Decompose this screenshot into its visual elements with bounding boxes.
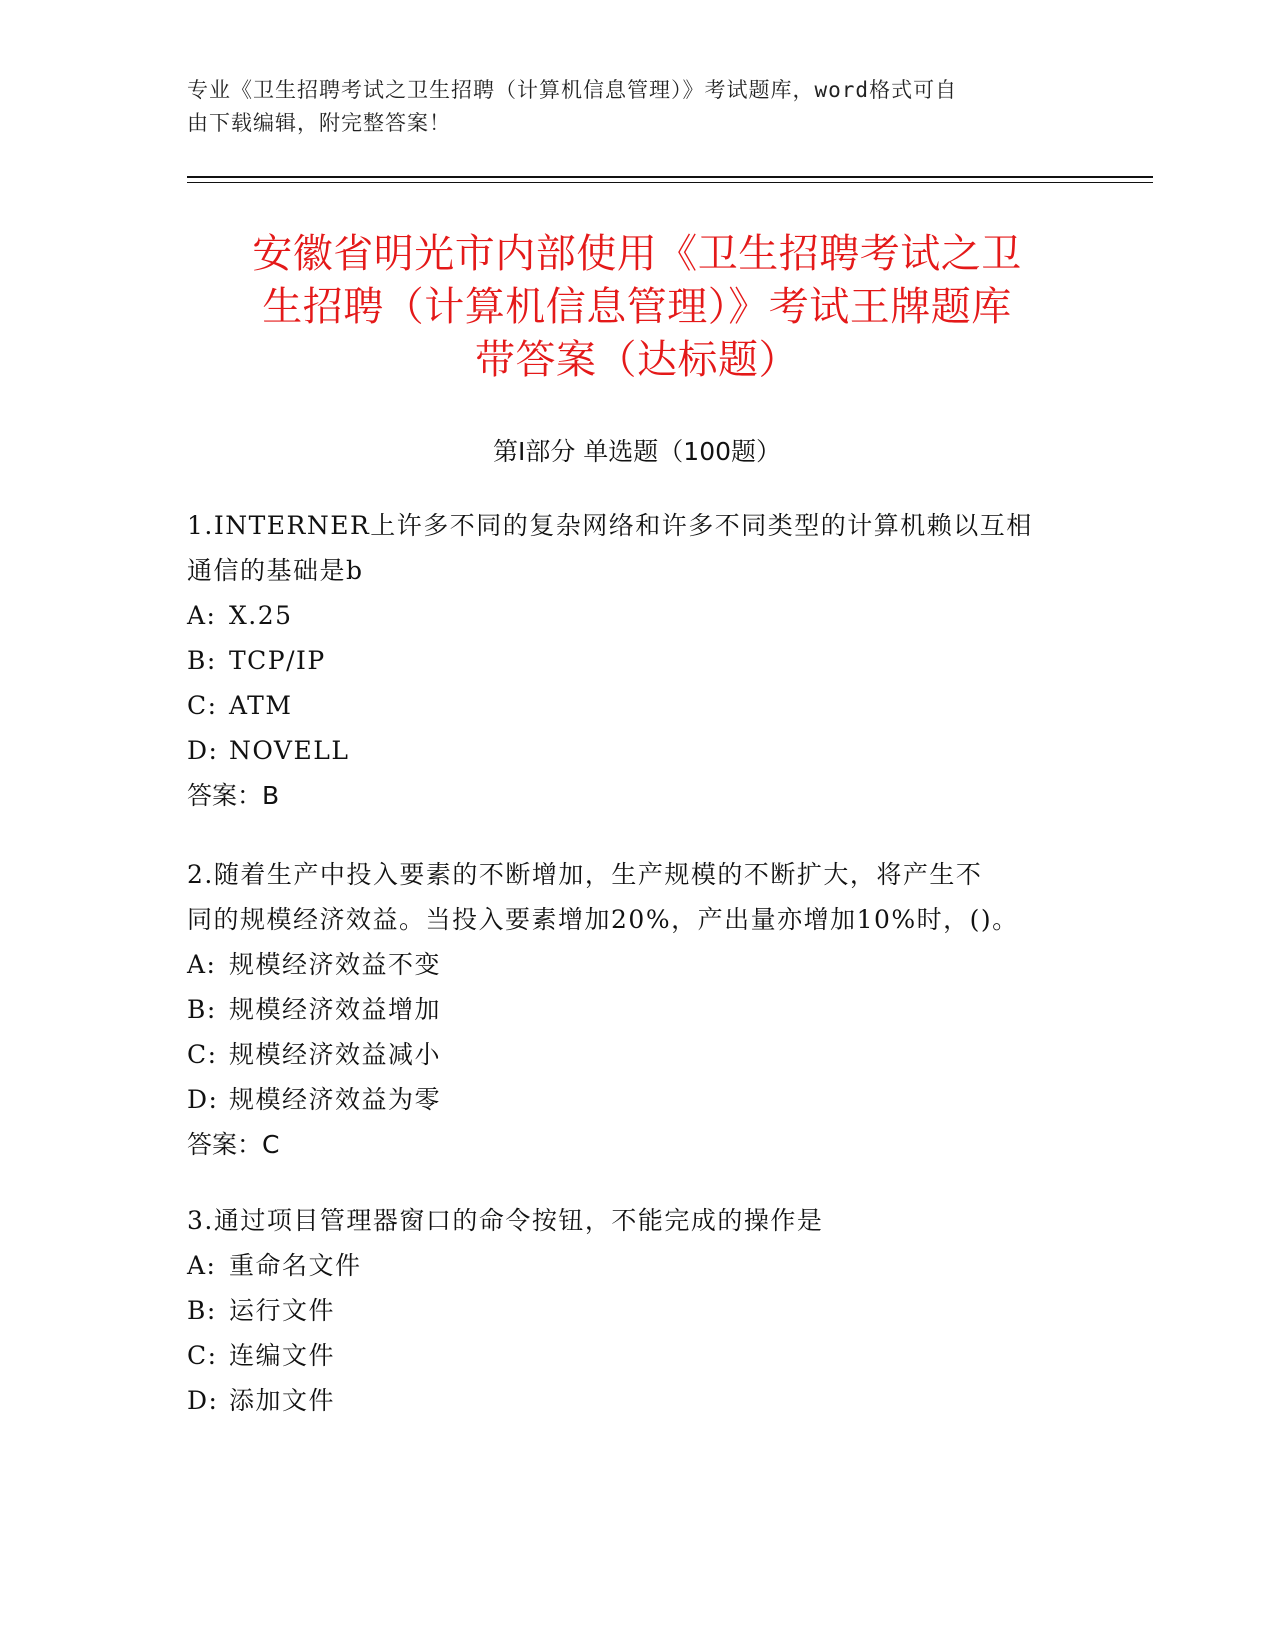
option-a	[187, 942, 1087, 987]
option-letter: A:	[187, 601, 217, 630]
option-letter: D:	[187, 736, 219, 765]
question-text-line-2: 同的规模经济效益。当投入要素增加20%，产出量亦增加10%时，()。	[187, 905, 1019, 934]
question-text-line-2: 通信的基础是b	[187, 556, 364, 585]
option-letter: B:	[187, 995, 217, 1024]
option-d	[187, 1077, 1087, 1122]
option-b	[187, 638, 1087, 683]
option-letter: D:	[187, 1386, 219, 1415]
option-c	[187, 1333, 1087, 1378]
option-letter: D:	[187, 1085, 219, 1114]
header-note-line-2: 由下载编辑，附完整答案！	[187, 111, 451, 135]
option-text: 连编文件	[229, 1341, 336, 1370]
header-note	[187, 74, 1087, 140]
title-line-2: 生招聘（计算机信息管理）》考试王牌题库	[262, 284, 1012, 330]
option-c	[187, 683, 1087, 728]
option-b	[187, 987, 1087, 1032]
answer-line: 答案：B	[187, 781, 280, 810]
document-title	[187, 228, 1087, 387]
option-letter: B:	[187, 1296, 217, 1325]
title-line-3: 带答案（达标题）	[475, 337, 799, 383]
title-line-1: 安徽省明光市内部使用《卫生招聘考试之卫	[252, 231, 1022, 277]
question-text-line-1: 1.INTERNER上许多不同的复杂网络和许多不同类型的计算机赖以互相	[187, 511, 1033, 540]
option-text: 添加文件	[229, 1386, 336, 1415]
question-text-line-1: 3.通过项目管理器窗口的命令按钮，不能完成的操作是	[187, 1206, 824, 1235]
option-letter: A:	[187, 1251, 217, 1280]
option-c	[187, 1032, 1087, 1077]
option-text: 规模经济效益为零	[229, 1085, 442, 1114]
option-text: 重命名文件	[229, 1251, 362, 1280]
option-letter: C:	[187, 691, 218, 720]
option-text: NOVELL	[229, 736, 350, 765]
option-text: 规模经济效益减小	[229, 1040, 442, 1069]
option-letter: B:	[187, 646, 217, 675]
answer-line: 答案：C	[187, 1130, 280, 1159]
option-text: X.25	[229, 601, 293, 630]
option-letter: A:	[187, 950, 217, 979]
option-a	[187, 593, 1087, 638]
header-note-line-1: 专业《卫生招聘考试之卫生招聘（计算机信息管理）》考试题库，word格式可自	[187, 78, 958, 102]
question-text-line-1: 2.随着生产中投入要素的不断增加，生产规模的不断扩大，将产生不	[187, 860, 983, 889]
option-d	[187, 1378, 1087, 1423]
option-text: 规模经济效益增加	[229, 995, 442, 1024]
question-3	[187, 1198, 1087, 1423]
option-text: ATM	[229, 691, 293, 720]
section-heading: 第Ⅰ部分 单选题（100题）	[492, 437, 782, 466]
header-rule-thick	[187, 176, 1153, 178]
option-text: 规模经济效益不变	[229, 950, 442, 979]
option-b	[187, 1288, 1087, 1333]
option-a	[187, 1243, 1087, 1288]
question-2	[187, 852, 1087, 1167]
option-text: TCP/IP	[229, 646, 326, 675]
header-rule-thin	[187, 182, 1153, 183]
option-d	[187, 728, 1087, 773]
option-text: 运行文件	[229, 1296, 336, 1325]
question-1	[187, 503, 1087, 818]
option-letter: C:	[187, 1040, 218, 1069]
option-letter: C:	[187, 1341, 218, 1370]
